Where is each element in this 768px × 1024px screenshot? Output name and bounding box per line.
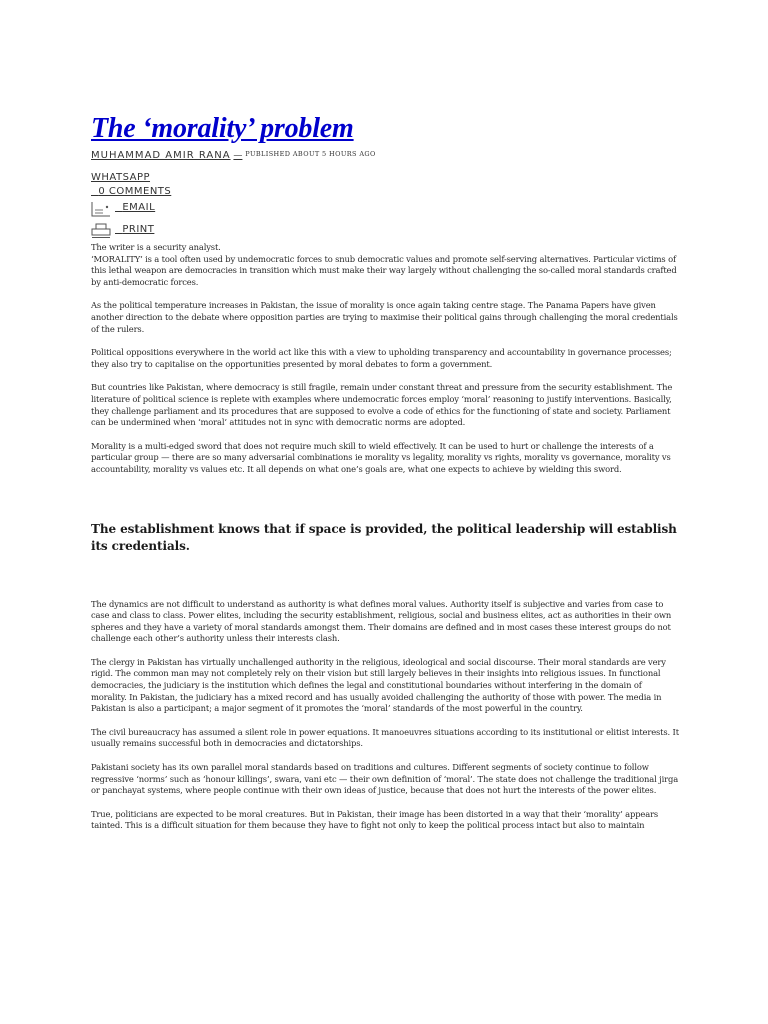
- email-link[interactable]: [115, 201, 155, 214]
- paragraph: True, politicians are expected to be moral creatures. But in Pakistan, their image has been distorted in a way that their ‘morality’ appears tainted. This is a difficult situation for them because they have to fight not only to keep the political process intact but also to maintain: [91, 808, 659, 831]
- paragraph: As the political temperature increases in Pakistan, the issue of morality is once again taking centre stage. The Panama Papers have given another direction to the debate where opposition parties are trying to maximise their political gains through challenging the moral credentials of the rulers.: [91, 300, 678, 334]
- email-icon: [91, 201, 111, 213]
- print-label: PRINT: [122, 223, 155, 235]
- paragraph: Pakistani society has its own parallel moral standards based on traditions and cultures. Different segments of society continue to follow regressive ‘norms’ such as ‘honour killings’, swara, vani etc — their own definition of ‘moral’. The state does not challenge the traditional jirga or panchayat systems, where people continue with their own ideas of justice, because that does not hurt the interests of the power elites.: [91, 762, 679, 796]
- author-note: The writer is a security analyst.: [91, 242, 221, 252]
- pull-quote: The establishment knows that if space is provided, the political leadership will establish its credentials.: [91, 521, 677, 553]
- paragraph: The clergy in Pakistan has virtually unchallenged authority in the religious, ideological and social discourse. Their moral standards are very rigid. The common man may not completely rely on their vision but still largely believes in their insights into religious issues. In functional democracies, the judiciary is the institution which defines the legal and constitutional boundaries without interfering in the domain of morality. In Pakistan, the judiciary has a mixed record and has usually avoided challenging the authority of those with power. The media in Pakistan is also a participant; a major segment of it promotes the ‘moral’ standards of the most powerful in the country.: [91, 656, 666, 714]
- paragraph: But countries like Pakistan, where democracy is still fragile, remain under constant threat and pressure from the security establishment. The literature of political science is replete with examples where undemocratic forces employ ‘moral’ reasoning to justify interventions. Basically, they challenge parliament and its procedures that are supposed to evolve a code of ethics for the functioning of state and society. Parliament can be undermined when ‘moral’ attitudes not in sync with democratic norms are adopted.: [91, 382, 673, 428]
- share-whatsapp-row: [91, 170, 679, 184]
- comments-label: 0 COMMENTS: [98, 185, 172, 197]
- share-email-row: [91, 198, 679, 216]
- print-icon: [91, 223, 111, 235]
- article-body: [91, 242, 679, 832]
- share-print-row: [91, 220, 679, 238]
- share-comments-row: [91, 184, 679, 198]
- share-bar: [91, 170, 679, 238]
- published-time: PUBLISHED ABOUT 5 HOURS AGO: [245, 150, 376, 158]
- paragraph: The civil bureaucracy has assumed a silent role in power equations. It manoeuvres situations according to its institutional or elitist interests. It usually remains successful both in democracies and dictatorships.: [91, 726, 679, 749]
- paragraph: ‘MORALITY’ is a tool often used by undemocratic forces to snub democratic values and promote self-serving alternatives. Particular victims of this lethal weapon are democracies in transition which must make their way largely without challenging the so-called moral standards crafted by anti-democratic forces.: [91, 253, 677, 287]
- comments-link[interactable]: [91, 185, 171, 198]
- email-label: EMAIL: [122, 201, 156, 213]
- author-link[interactable]: MUHAMMAD AMIR RANA: [91, 150, 231, 161]
- paragraph: Political oppositions everywhere in the world act like this with a view to upholding transparency and accountability in governance processes; they also try to capitalise on the opportunities presented by moral debates to form a government.: [91, 347, 672, 369]
- whatsapp-link[interactable]: WHATSAPP: [91, 171, 151, 183]
- byline-dash: —: [233, 151, 243, 161]
- paragraph: The dynamics are not difficult to understand as authority is what defines moral values. Authority itself is subjective and varies from case to case and class to class. Power elites, including the security establishment, religious, social and business elites, act as authorities in their own spheres and they have a variety of moral standards amongst them. Their domains are defined and in most cases these interest groups do not challenge each other’s authority unless their interests clash.: [91, 598, 672, 644]
- byline: [91, 148, 679, 162]
- print-link[interactable]: [115, 223, 154, 236]
- article-page: [91, 112, 679, 844]
- paragraph: Morality is a multi-edged sword that does not require much skill to wield effectively. It can be used to hurt or challenge the interests of a particular group — there are so many adversarial combinations ie morality vs legality, morality vs rights, morality vs governance, morality vs accountability, morality vs values etc. It all depends on what one’s goals are, what one expects to achieve by wielding this sword.: [91, 440, 671, 474]
- article-title[interactable]: The ‘morality’ problem: [91, 113, 354, 144]
